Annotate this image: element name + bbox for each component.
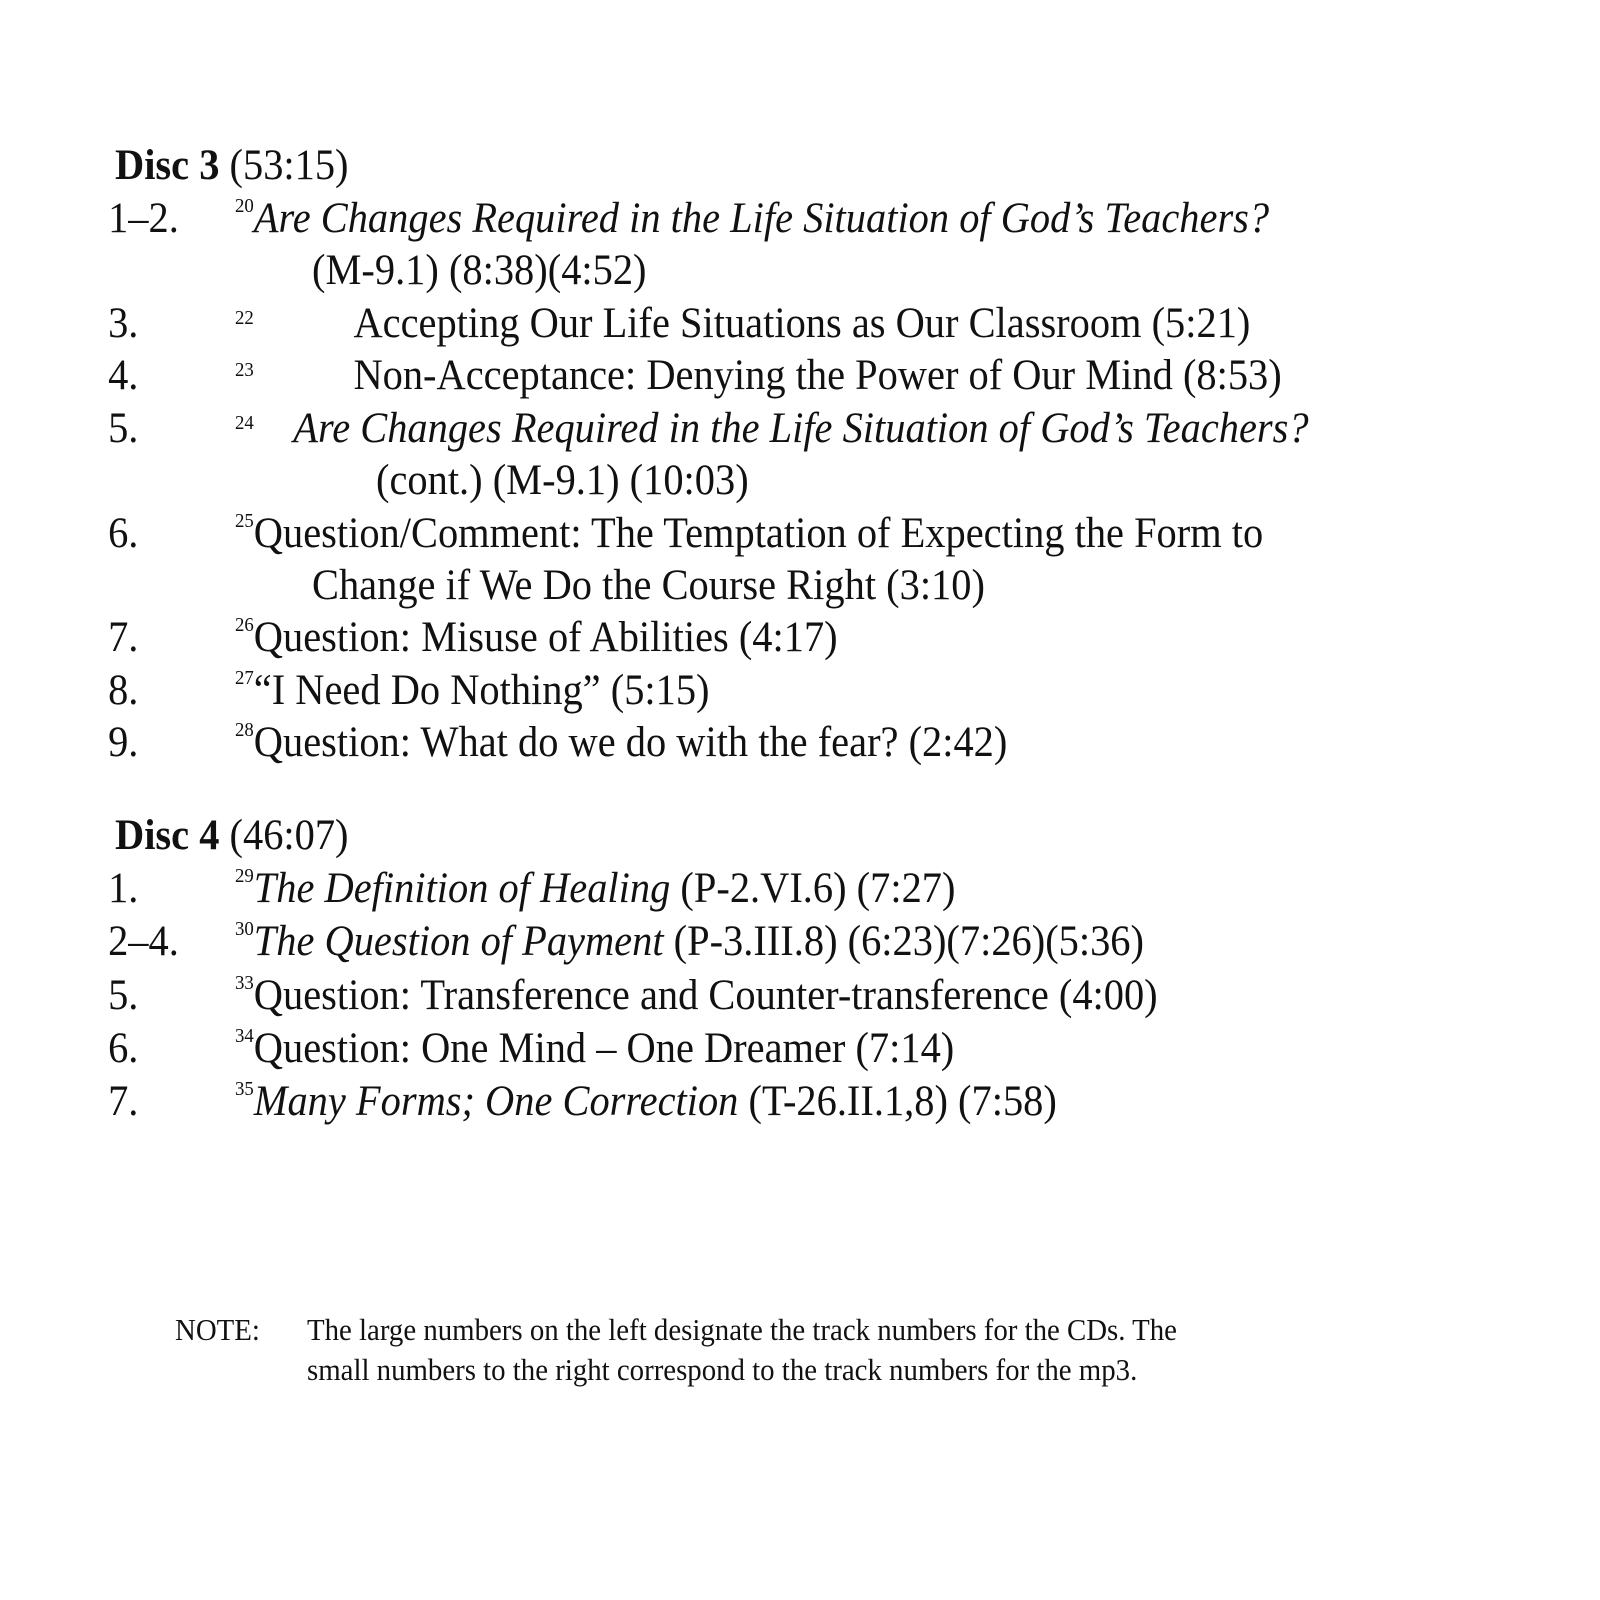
- cd-track-number: 6.: [108, 1025, 139, 1072]
- track-title: The Question of Payment: [253, 918, 664, 965]
- track-detail: (T-26.II.1,8) (7:58): [738, 1078, 1057, 1125]
- mp3-track-number: 25: [235, 510, 254, 532]
- track-title: Are Changes Required in the Life Situation of God’s Teachers?: [253, 195, 1270, 242]
- note-line-1: The large numbers on the left designate the track numbers for the CDs. The: [307, 1312, 1177, 1347]
- track-title: Non-Acceptance: Denying the Power of Our Mind (8:53): [353, 352, 1282, 399]
- mp3-track-number: 33: [235, 972, 254, 994]
- mp3-track-number: 34: [235, 1025, 254, 1047]
- mp3-track-number: 29: [235, 865, 254, 887]
- note-line-2: small numbers to the right correspond to the track numbers for the mp3.: [307, 1352, 1138, 1387]
- disc-3-heading: [115, 140, 349, 192]
- note-label: NOTE:: [175, 1312, 260, 1347]
- track-detail: (M-9.1) (8:38)(4:52): [312, 247, 647, 294]
- mp3-track-number: 23: [235, 359, 254, 381]
- track-title: Accepting Our Life Situations as Our Classroom (5:21): [353, 300, 1251, 347]
- mp3-track-number: 22: [235, 307, 254, 329]
- disc-4-label: Disc 4: [115, 812, 220, 859]
- track-title: “I Need Do Nothing” (5:15): [253, 667, 710, 714]
- disc-3-duration: (53:15): [229, 142, 349, 189]
- track-title: Many Forms; One Correction: [253, 1078, 739, 1125]
- disc-3-label: Disc 3: [115, 142, 220, 189]
- cd-track-number: 9.: [108, 719, 139, 766]
- cd-track-number: 1–2.: [108, 195, 179, 242]
- cd-track-number: 4.: [108, 352, 139, 399]
- disc-4-duration: (46:07): [229, 812, 349, 859]
- mp3-track-number: 27: [235, 667, 254, 689]
- cd-track-number: 5.: [108, 405, 139, 452]
- track-detail: (P-3.III.8) (6:23)(7:26)(5:36): [663, 918, 1144, 965]
- cd-track-number: 3.: [108, 300, 139, 347]
- track-title: The Definition of Healing: [253, 865, 671, 912]
- track-title: Question: Misuse of Abilities (4:17): [253, 614, 838, 661]
- track-detail: Change if We Do the Course Right (3:10): [312, 562, 985, 609]
- track-title: Question: Transference and Counter-transference (4:00): [253, 972, 1158, 1019]
- track-title: Are Changes Required in the Life Situation of God’s Teachers?: [293, 405, 1309, 452]
- disc-4-heading: [115, 810, 349, 862]
- track-title: Question: What do we do with the fear? (2:42): [253, 719, 1008, 766]
- mp3-track-number: 28: [235, 719, 254, 741]
- track-title: Question/Comment: The Temptation of Expecting the Form to: [253, 510, 1264, 557]
- track-detail: (cont.) (M-9.1) (10:03): [376, 457, 749, 504]
- cd-track-number: 8.: [108, 667, 139, 714]
- mp3-track-number: 30: [235, 918, 254, 940]
- track-title: Question: One Mind – One Dreamer (7:14): [253, 1025, 955, 1072]
- cd-track-number: 6.: [108, 510, 139, 557]
- cd-track-number: 5.: [108, 972, 139, 1019]
- mp3-track-number: 26: [235, 614, 254, 636]
- mp3-track-number: 20: [235, 195, 254, 217]
- mp3-track-number: 24: [235, 412, 254, 434]
- mp3-track-number: 35: [235, 1078, 254, 1100]
- track-detail: (P-2.VI.6) (7:27): [670, 865, 956, 912]
- cd-track-number: 2–4.: [108, 918, 179, 965]
- cd-track-number: 1.: [108, 865, 139, 912]
- cd-track-number: 7.: [108, 614, 139, 661]
- cd-track-number: 7.: [108, 1078, 139, 1125]
